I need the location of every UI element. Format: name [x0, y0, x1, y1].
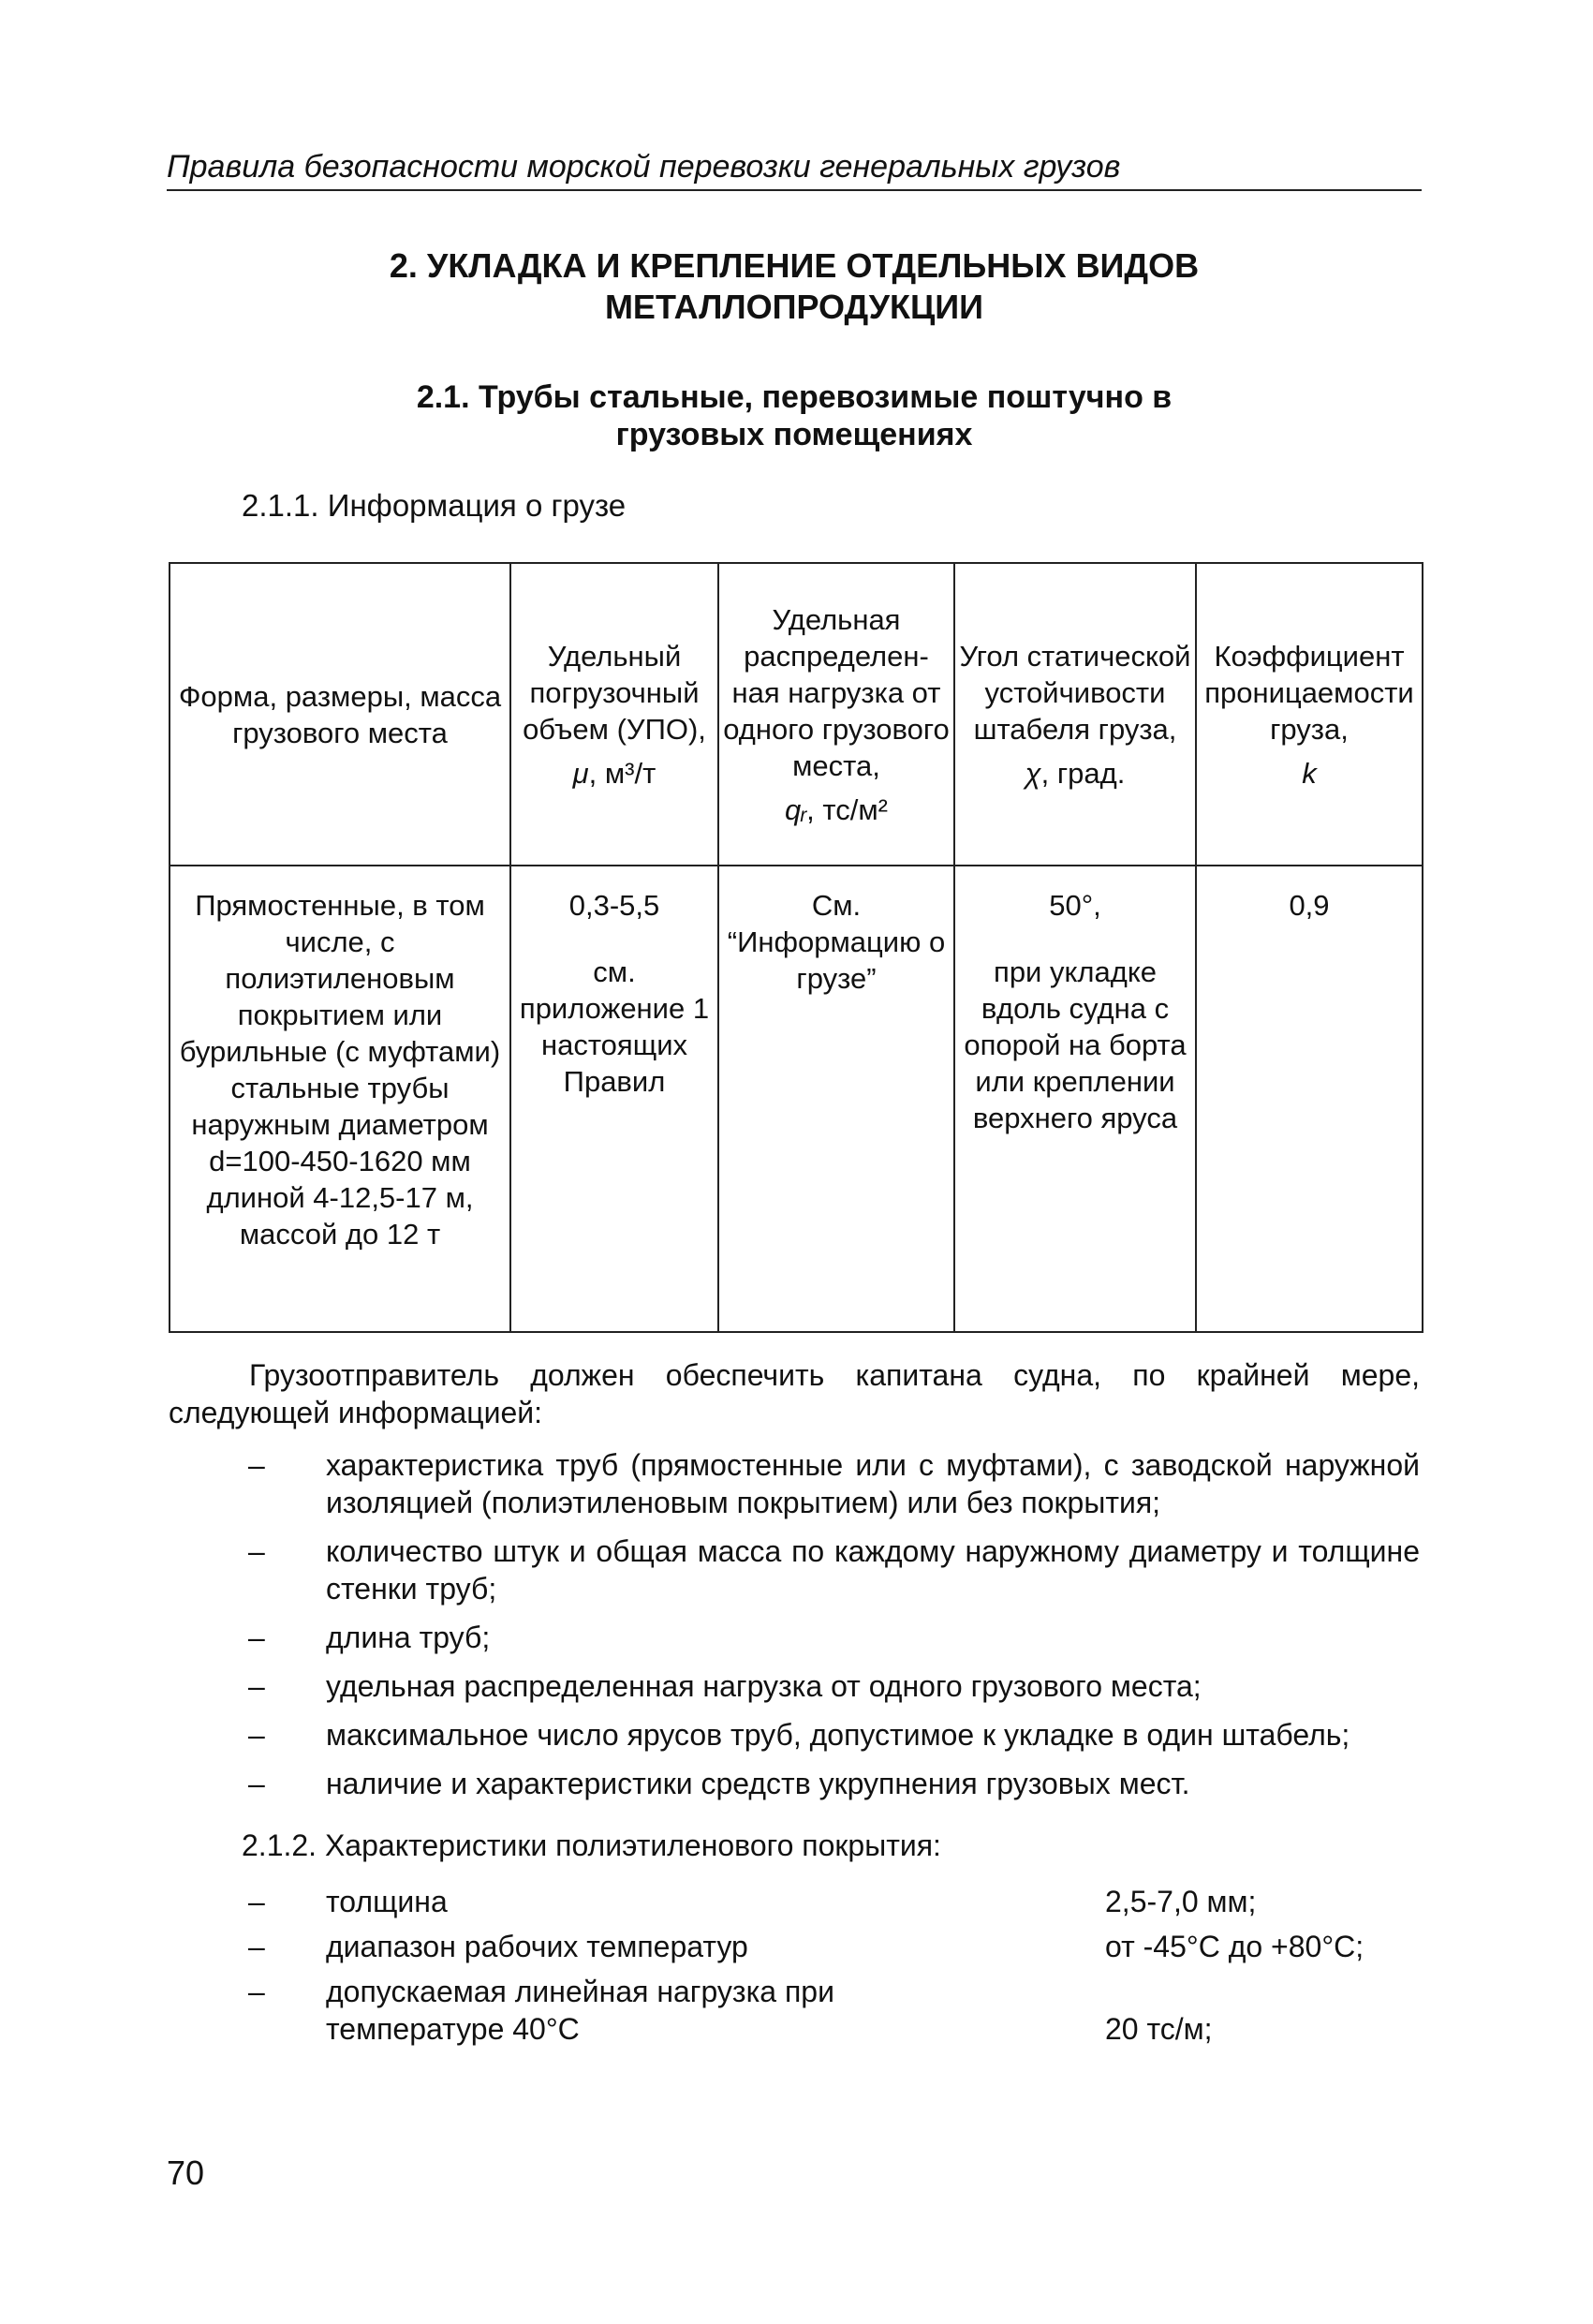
section-title-line-2: грузовых помещениях	[615, 417, 973, 452]
running-header: Правила безопасности морской перевозки генеральных грузов	[167, 148, 1422, 191]
header-cell-upo: Удельный погрузочный объем (УПО), μ, м³/т	[510, 563, 718, 866]
list-item: – максимальное число ярусов труб, допустимое к укладке в один штабель;	[248, 1718, 1350, 1752]
chapter-title	[167, 245, 1422, 328]
spec-row-temperature: – диапазон рабочих температур от -45°С до +80°С;	[248, 1930, 1364, 1963]
intro-paragraph: Грузоотправитель должен обеспечить капитана судна, по крайней мере, следующей информацией:	[169, 1358, 1420, 1429]
header-cell-coefficient: Коэффициент проницаемости груза, k	[1196, 563, 1423, 866]
cell-angle: 50°, при укладке вдоль судна с опорой на борта или креплении верхнего яруса	[954, 866, 1196, 1332]
header-cell-load: Удельная распределен-ная нагрузка от одного грузового места, qᵣ, тс/м²	[718, 563, 954, 866]
coating-specs	[169, 1883, 1420, 2055]
chapter-title-line-1: 2. УКЛАДКА И КРЕПЛЕНИЕ ОТДЕЛЬНЫХ ВИДОВ	[389, 246, 1200, 285]
list-item: – количество штук и общая масса по каждому наружному диаметру и толщине стенки труб;	[248, 1534, 1420, 1606]
subsection-title-cargo-info: 2.1.1. Информация о грузе	[242, 488, 627, 523]
list-item: – длина труб;	[248, 1621, 491, 1654]
info-list	[169, 1446, 1420, 1813]
page-number: 70	[167, 2154, 205, 2192]
chapter-title-line-2: МЕТАЛЛОПРОДУКЦИИ	[604, 288, 984, 326]
cell-load: См. “Информацию о грузе”	[718, 866, 954, 1332]
cell-upo: 0,3-5,5 см. приложение 1 настоящих Правил	[510, 866, 718, 1332]
section-title-line-1: 2.1. Трубы стальные, перевозимые поштучно в	[416, 379, 1173, 415]
list-item: – характеристика труб (прямостенные или с муфтами), с заводской наружной изоляцией (полиэтиленовым покрытием) или без покрытия;	[248, 1448, 1420, 1519]
cell-coefficient: 0,9	[1196, 866, 1423, 1332]
spec-row-load: – допускаемая линейная нагрузка при температуре 40°С 20 тс/м;	[248, 1975, 1213, 2046]
list-item: – удельная распределенная нагрузка от одного грузового места;	[248, 1669, 1202, 1703]
header-cell-angle: Угол статической устойчивости штабеля груза, χ, град.	[954, 563, 1196, 866]
subsection-title-coating: 2.1.2. Характеристики полиэтиленового покрытия:	[242, 1828, 941, 1862]
cell-form: Прямостенные, в том числе, с полиэтиленовым покрытием или бурильные (с муфтами) стальные трубы наружным диаметром d=100-450-1620 мм длиной 4-12,5-17 м, массой до 12 т	[170, 866, 510, 1332]
list-item: – наличие и характеристики средств укрупнения грузовых мест.	[248, 1767, 1190, 1800]
table-row	[170, 866, 1423, 1332]
cargo-info-table	[169, 562, 1423, 1333]
spec-row-thickness: – толщина 2,5-7,0 мм;	[248, 1885, 1257, 1918]
section-title	[167, 378, 1422, 453]
header-cell-form: Форма, размеры, масса грузового места	[170, 563, 510, 866]
table-header-row	[170, 563, 1423, 866]
